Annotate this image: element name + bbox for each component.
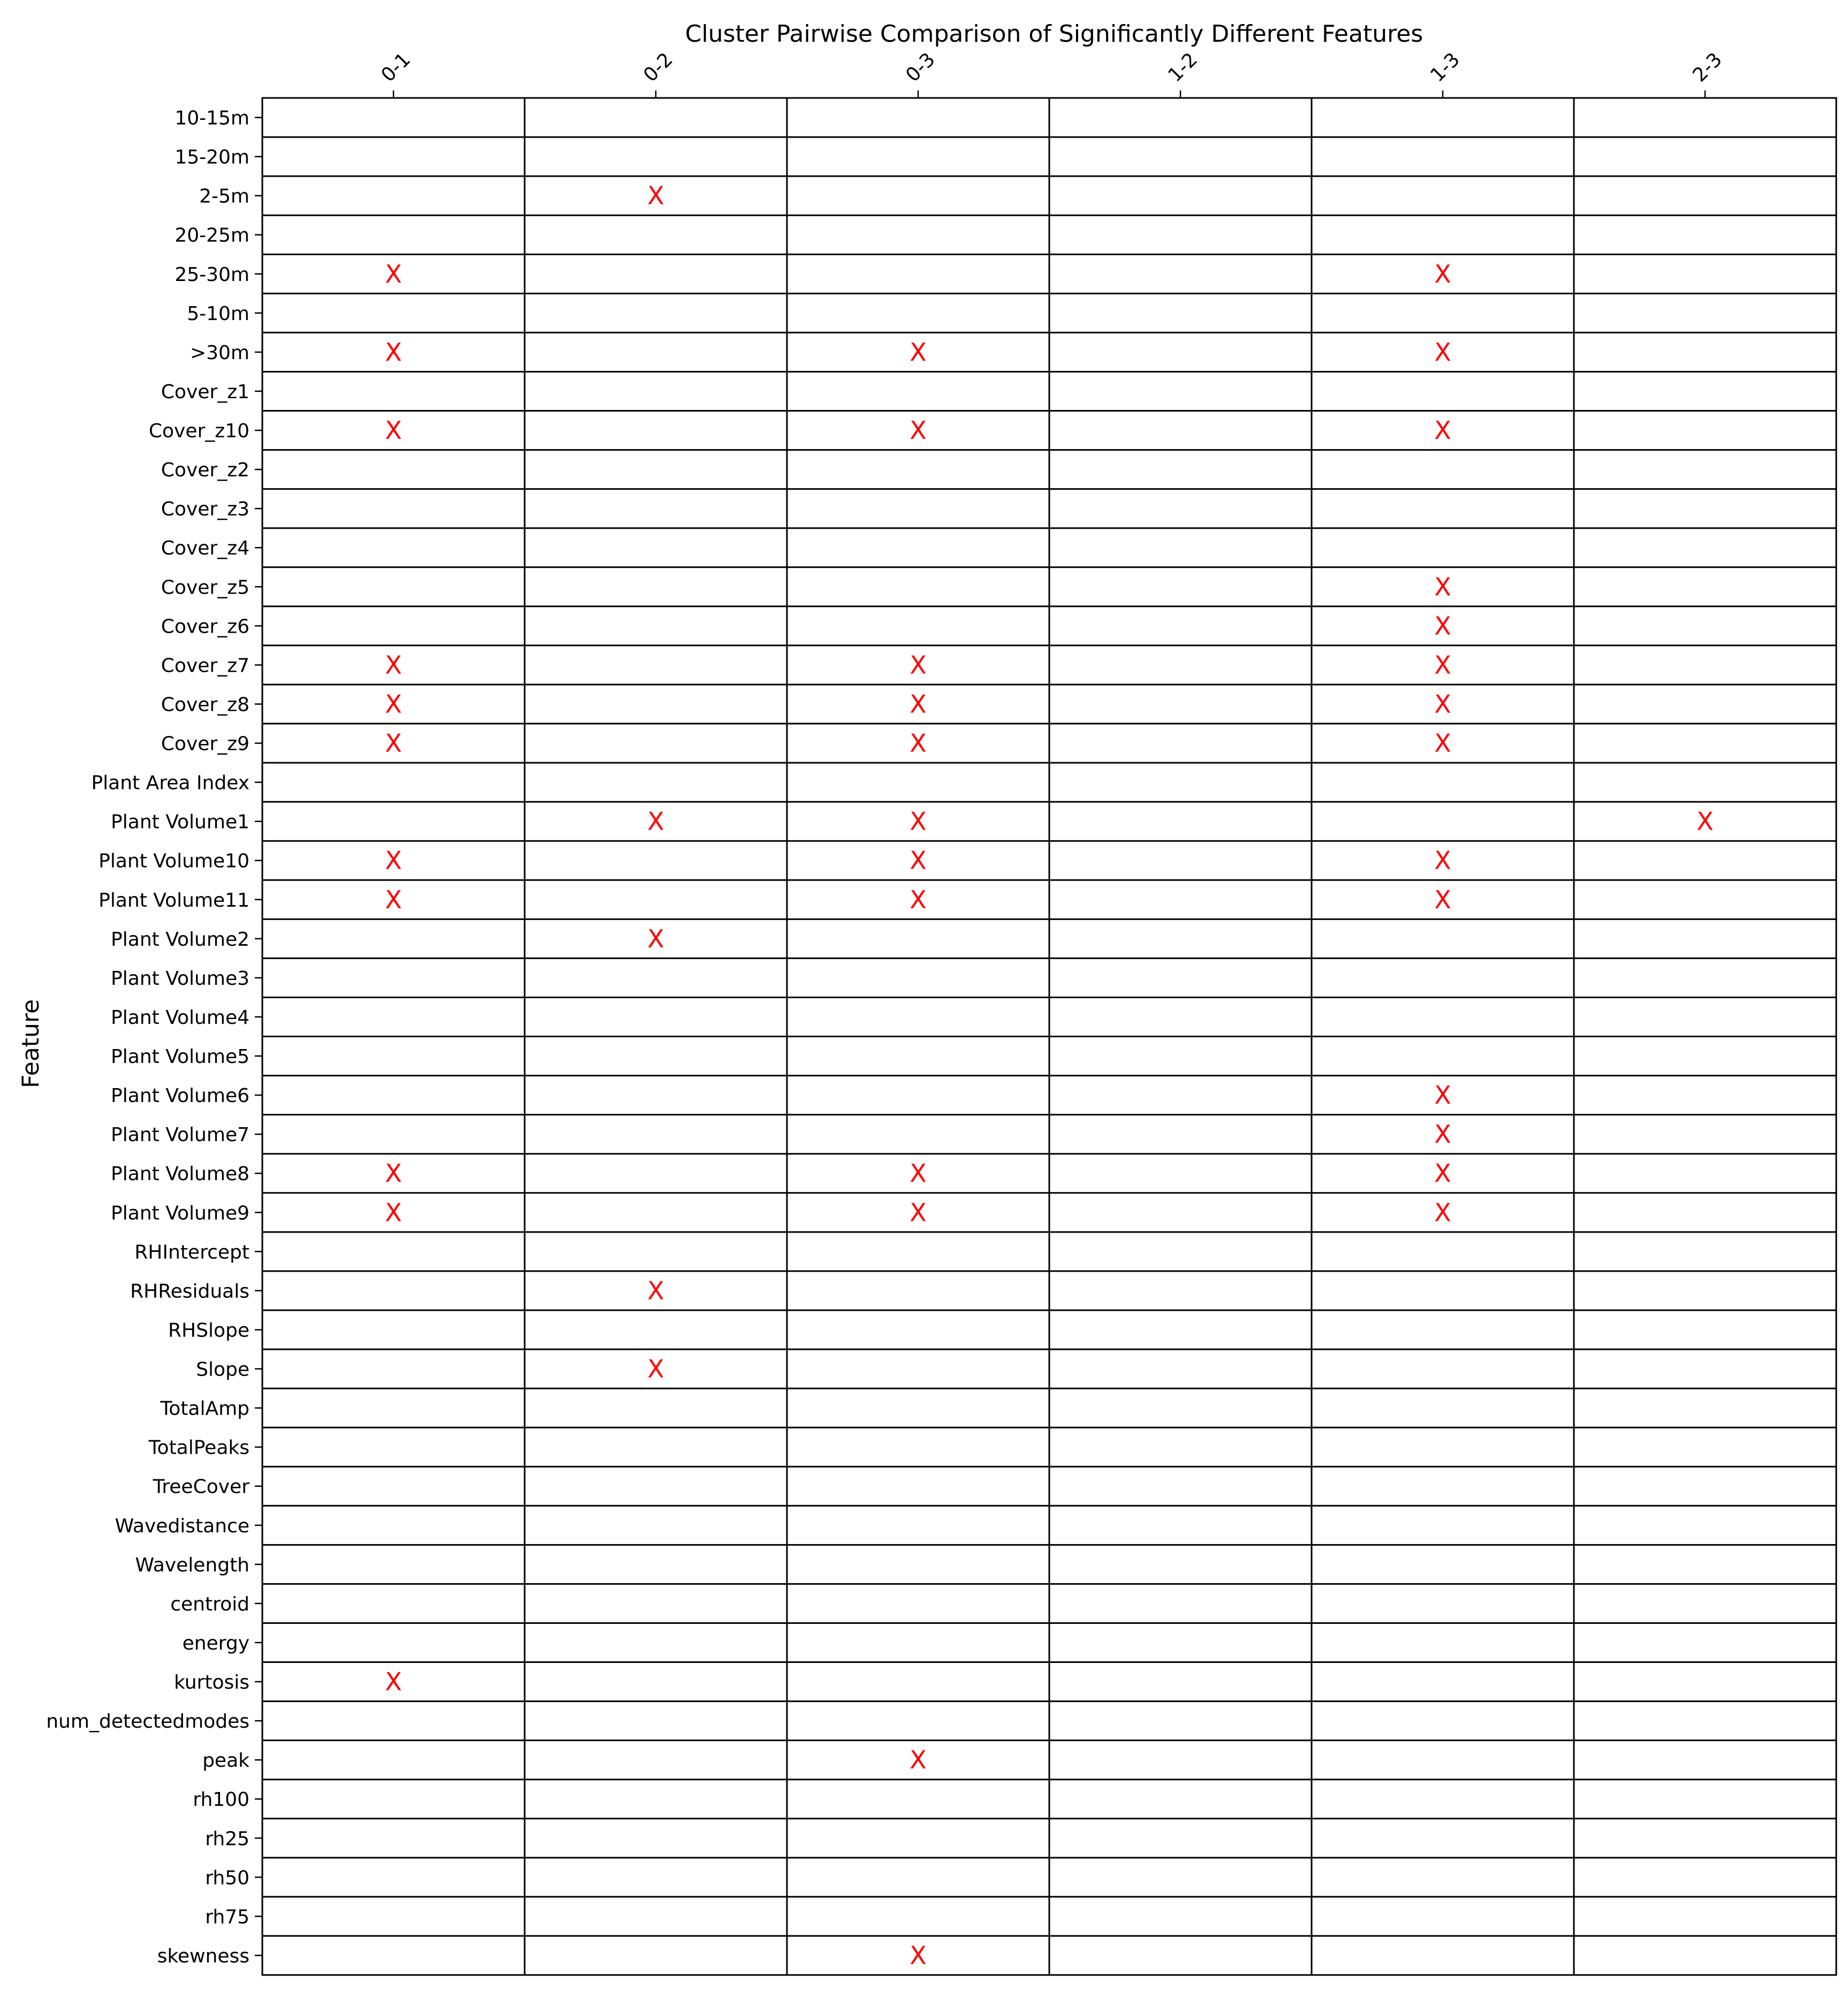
row-tick-label: Cover_z10 bbox=[148, 420, 249, 443]
row-tick-label: rh25 bbox=[205, 1828, 249, 1850]
row-tick-label: Cover_z5 bbox=[161, 576, 249, 599]
row-tick-label: Cover_z9 bbox=[161, 733, 249, 755]
row-tick-label: TotalAmp bbox=[160, 1397, 249, 1420]
significance-mark: X bbox=[385, 337, 402, 367]
row-tick-label: Cover_z3 bbox=[161, 498, 249, 521]
row-tick-label: kurtosis bbox=[173, 1672, 249, 1694]
row-tick-label: RHIntercept bbox=[134, 1241, 249, 1264]
significance-mark: X bbox=[647, 924, 664, 953]
significance-mark: X bbox=[1434, 1081, 1451, 1110]
table-grid bbox=[262, 98, 1836, 1975]
significance-mark: X bbox=[385, 689, 402, 719]
significance-mark: X bbox=[385, 1198, 402, 1227]
row-tick-label: Cover_z8 bbox=[161, 694, 249, 716]
significance-mark: X bbox=[910, 1745, 927, 1775]
significance-mark: X bbox=[647, 1276, 664, 1305]
row-tick-label: Plant Volume7 bbox=[111, 1124, 249, 1146]
column-tick-label: 0-3 bbox=[902, 48, 940, 87]
significance-mark: X bbox=[1434, 1120, 1451, 1149]
row-tick-label: peak bbox=[202, 1750, 249, 1772]
row-tick-label: 20-25m bbox=[175, 224, 249, 247]
significance-mark: X bbox=[1434, 416, 1451, 445]
significance-mark: X bbox=[385, 259, 402, 288]
significance-mark: X bbox=[385, 416, 402, 445]
significance-mark: X bbox=[1434, 1159, 1451, 1188]
column-tick-label: 2-3 bbox=[1688, 48, 1726, 87]
y-axis-label: Feature bbox=[17, 999, 44, 1089]
row-tick-label: TotalPeaks bbox=[148, 1437, 249, 1459]
significance-mark: X bbox=[647, 181, 664, 210]
significance-mark: X bbox=[1434, 611, 1451, 641]
row-tick-label: Plant Volume1 bbox=[111, 811, 249, 833]
row-tick-label: Plant Volume9 bbox=[111, 1202, 249, 1225]
column-tick-label: 1-2 bbox=[1164, 48, 1202, 87]
row-tick-label: >30m bbox=[190, 341, 249, 364]
row-tick-label: Cover_z4 bbox=[161, 537, 249, 560]
row-tick-label: 5-10m bbox=[187, 302, 249, 325]
significance-mark: X bbox=[1434, 337, 1451, 367]
significance-mark: X bbox=[647, 1354, 664, 1384]
row-tick-label: Cover_z2 bbox=[161, 459, 249, 482]
row-tick-label: Plant Volume3 bbox=[111, 967, 249, 990]
row-tick-label: Plant Volume11 bbox=[99, 889, 249, 911]
significance-mark: X bbox=[1696, 807, 1714, 836]
significance-mark: X bbox=[385, 885, 402, 914]
column-tick-label: 0-2 bbox=[639, 48, 677, 87]
significance-mark: X bbox=[1434, 650, 1451, 680]
significance-mark: X bbox=[910, 807, 927, 836]
row-tick-label: Wavedistance bbox=[115, 1515, 249, 1537]
significance-mark: X bbox=[1434, 259, 1451, 288]
row-tick-label: Slope bbox=[196, 1358, 249, 1381]
significance-mark: X bbox=[647, 807, 664, 836]
column-tick-label: 0-1 bbox=[377, 48, 415, 87]
significance-mark: X bbox=[1434, 689, 1451, 719]
significance-mark: X bbox=[910, 1159, 927, 1188]
row-tick-label: energy bbox=[182, 1632, 249, 1654]
row-tick-label: centroid bbox=[170, 1593, 249, 1615]
row-tick-label: Plant Volume10 bbox=[99, 850, 249, 872]
significance-mark: X bbox=[910, 846, 927, 875]
row-tick-label: Plant Volume2 bbox=[111, 928, 249, 951]
significance-mark: X bbox=[1434, 1198, 1451, 1227]
significance-mark: X bbox=[910, 885, 927, 914]
row-tick-label: rh100 bbox=[193, 1789, 249, 1811]
row-ticks bbox=[46, 108, 262, 1967]
row-tick-label: Cover_z6 bbox=[161, 616, 249, 638]
row-tick-label: Wavelength bbox=[135, 1554, 249, 1576]
row-tick-label: Cover_z7 bbox=[161, 655, 249, 677]
row-tick-label: 15-20m bbox=[175, 146, 249, 169]
significance-mark: X bbox=[910, 337, 927, 367]
row-tick-label: 2-5m bbox=[199, 185, 249, 208]
significance-mark: X bbox=[1434, 846, 1451, 875]
row-tick-label: RHSlope bbox=[168, 1319, 249, 1342]
row-tick-label: rh50 bbox=[205, 1867, 249, 1889]
row-tick-label: 10-15m bbox=[175, 107, 249, 130]
significance-mark: X bbox=[910, 650, 927, 680]
row-tick-label: num_detectedmodes bbox=[46, 1711, 249, 1733]
significance-mark: X bbox=[385, 728, 402, 758]
row-tick-label: Cover_z1 bbox=[161, 381, 249, 403]
column-tick-label: 1-3 bbox=[1426, 48, 1464, 87]
significance-mark: X bbox=[1434, 728, 1451, 758]
row-tick-label: RHResiduals bbox=[130, 1280, 249, 1303]
significance-mark: X bbox=[385, 650, 402, 680]
row-tick-label: Plant Volume5 bbox=[111, 1046, 249, 1068]
row-tick-label: 25-30m bbox=[175, 263, 249, 286]
significance-mark: X bbox=[910, 1198, 927, 1227]
row-tick-label: Plant Volume4 bbox=[111, 1006, 249, 1029]
row-tick-label: Plant Volume6 bbox=[111, 1085, 249, 1107]
significance-mark: X bbox=[910, 1941, 927, 1970]
significance-mark: X bbox=[385, 1159, 402, 1188]
significance-mark: X bbox=[910, 728, 927, 758]
significance-mark: X bbox=[910, 689, 927, 719]
significance-mark: X bbox=[385, 1667, 402, 1697]
row-tick-label: TreeCover bbox=[153, 1476, 249, 1498]
significance-mark: X bbox=[385, 846, 402, 875]
significance-mark: X bbox=[1434, 885, 1451, 914]
chart-title: Cluster Pairwise Comparison of Significantly Different Features bbox=[685, 20, 1423, 48]
significance-mark: X bbox=[1434, 572, 1451, 602]
significance-mark: X bbox=[910, 416, 927, 445]
row-tick-label: Plant Area Index bbox=[91, 772, 249, 794]
column-ticks bbox=[377, 49, 1726, 98]
row-tick-label: rh75 bbox=[205, 1906, 249, 1928]
row-tick-label: Plant Volume8 bbox=[111, 1163, 249, 1186]
row-tick-label: skewness bbox=[157, 1945, 249, 1967]
